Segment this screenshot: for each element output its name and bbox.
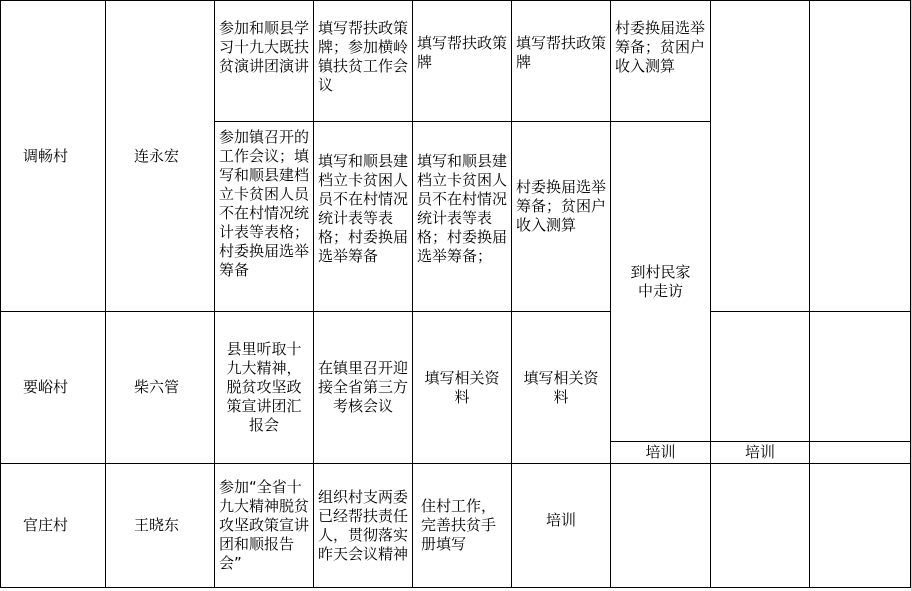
table-cell[interactable] bbox=[413, 312, 512, 464]
table-cell[interactable] bbox=[512, 1, 611, 122]
village-cell[interactable] bbox=[1, 464, 106, 588]
person-name: 柴六管 bbox=[134, 378, 180, 396]
cell-text: 参加“全省十九大精神脱贫攻坚政策宣讲团和顺报告会” bbox=[219, 478, 310, 572]
table-cell[interactable] bbox=[314, 122, 413, 312]
table-cell-empty[interactable] bbox=[611, 464, 711, 588]
table-cell-empty[interactable] bbox=[711, 312, 810, 442]
person-name: 连永宏 bbox=[134, 146, 180, 165]
table-cell[interactable] bbox=[215, 464, 314, 588]
cell-text: 填写和顺县建档立卡贫困人员不在村情况统计表等表格；村委换届选举筹备； bbox=[417, 152, 508, 265]
table-cell[interactable] bbox=[611, 1, 711, 122]
table-row bbox=[1, 1, 911, 122]
table-cell[interactable] bbox=[611, 442, 711, 464]
cell-text: 培训 bbox=[645, 443, 676, 461]
cell-text: 在镇里召开迎接全省第三方考核会议 bbox=[318, 359, 409, 415]
table-cell[interactable] bbox=[512, 464, 611, 588]
cell-text: 填写相关资料 bbox=[424, 368, 500, 406]
table-cell[interactable] bbox=[215, 1, 314, 122]
cell-text: 到村民家中走访 bbox=[630, 262, 691, 300]
table-cell[interactable] bbox=[413, 122, 512, 312]
village-cell[interactable] bbox=[1, 1, 106, 312]
person-name: 王晓东 bbox=[134, 516, 180, 534]
table-cell-empty[interactable] bbox=[711, 1, 810, 312]
village-name: 要峪村 bbox=[23, 378, 69, 396]
table-cell[interactable] bbox=[314, 464, 413, 588]
table-cell[interactable] bbox=[611, 122, 711, 442]
table-cell[interactable] bbox=[512, 122, 611, 312]
table-cell[interactable] bbox=[215, 312, 314, 464]
village-cell[interactable] bbox=[1, 312, 106, 464]
table-cell[interactable] bbox=[314, 312, 413, 464]
cell-text: 县里听取十九大精神，脱贫攻坚政策宣讲团汇报会 bbox=[226, 340, 302, 434]
person-cell[interactable] bbox=[106, 1, 215, 312]
cell-text: 培训 bbox=[545, 511, 576, 529]
cell-text: 住村工作，完善扶贫手册填写 bbox=[421, 497, 497, 553]
table-cell[interactable] bbox=[215, 122, 314, 312]
cell-text: 填写帮扶政策牌 bbox=[417, 34, 508, 71]
table-cell[interactable] bbox=[314, 1, 413, 122]
table-row bbox=[1, 312, 911, 442]
cell-text: 组织村支两委已经帮扶责任人，贯彻落实昨天会议精神 bbox=[318, 487, 409, 563]
cell-text: 填写和顺县建档立卡贫困人员不在村情况统计表等表格；村委换届选举筹备 bbox=[318, 152, 409, 265]
village-name: 调畅村 bbox=[23, 146, 69, 165]
person-cell[interactable] bbox=[106, 464, 215, 588]
table-cell-empty[interactable] bbox=[810, 1, 911, 312]
cell-text: 参加和顺县学习十九大既扶贫演讲团演讲 bbox=[219, 19, 310, 75]
table-cell[interactable] bbox=[413, 464, 512, 588]
cell-text: 培训 bbox=[744, 443, 775, 461]
table-cell[interactable] bbox=[711, 442, 810, 464]
cell-text: 填写帮扶政策牌；参加横岭镇扶贫工作会议 bbox=[318, 19, 409, 94]
cell-text: 参加镇召开的工作会议；填写和顺县建档立卡贫困人员不在村情况统计表等表格；村委换届选举筹备 bbox=[219, 128, 310, 279]
table-cell-empty[interactable] bbox=[810, 442, 911, 464]
cell-text: 填写相关资料 bbox=[523, 368, 599, 406]
table-cell-empty[interactable] bbox=[711, 464, 810, 588]
table-cell-empty[interactable] bbox=[810, 464, 911, 588]
table-cell[interactable] bbox=[413, 1, 512, 122]
cell-text: 填写帮扶政策牌 bbox=[516, 34, 607, 71]
person-cell[interactable] bbox=[106, 312, 215, 464]
cell-text: 村委换届选举筹备；贫困户收入测算 bbox=[615, 19, 706, 75]
table-cell-empty[interactable] bbox=[810, 312, 911, 442]
village-name: 官庄村 bbox=[23, 516, 69, 534]
table-cell[interactable] bbox=[512, 312, 611, 464]
table-row bbox=[1, 464, 911, 588]
cell-text: 村委换届选举筹备；贫困户收入测算 bbox=[516, 178, 607, 234]
